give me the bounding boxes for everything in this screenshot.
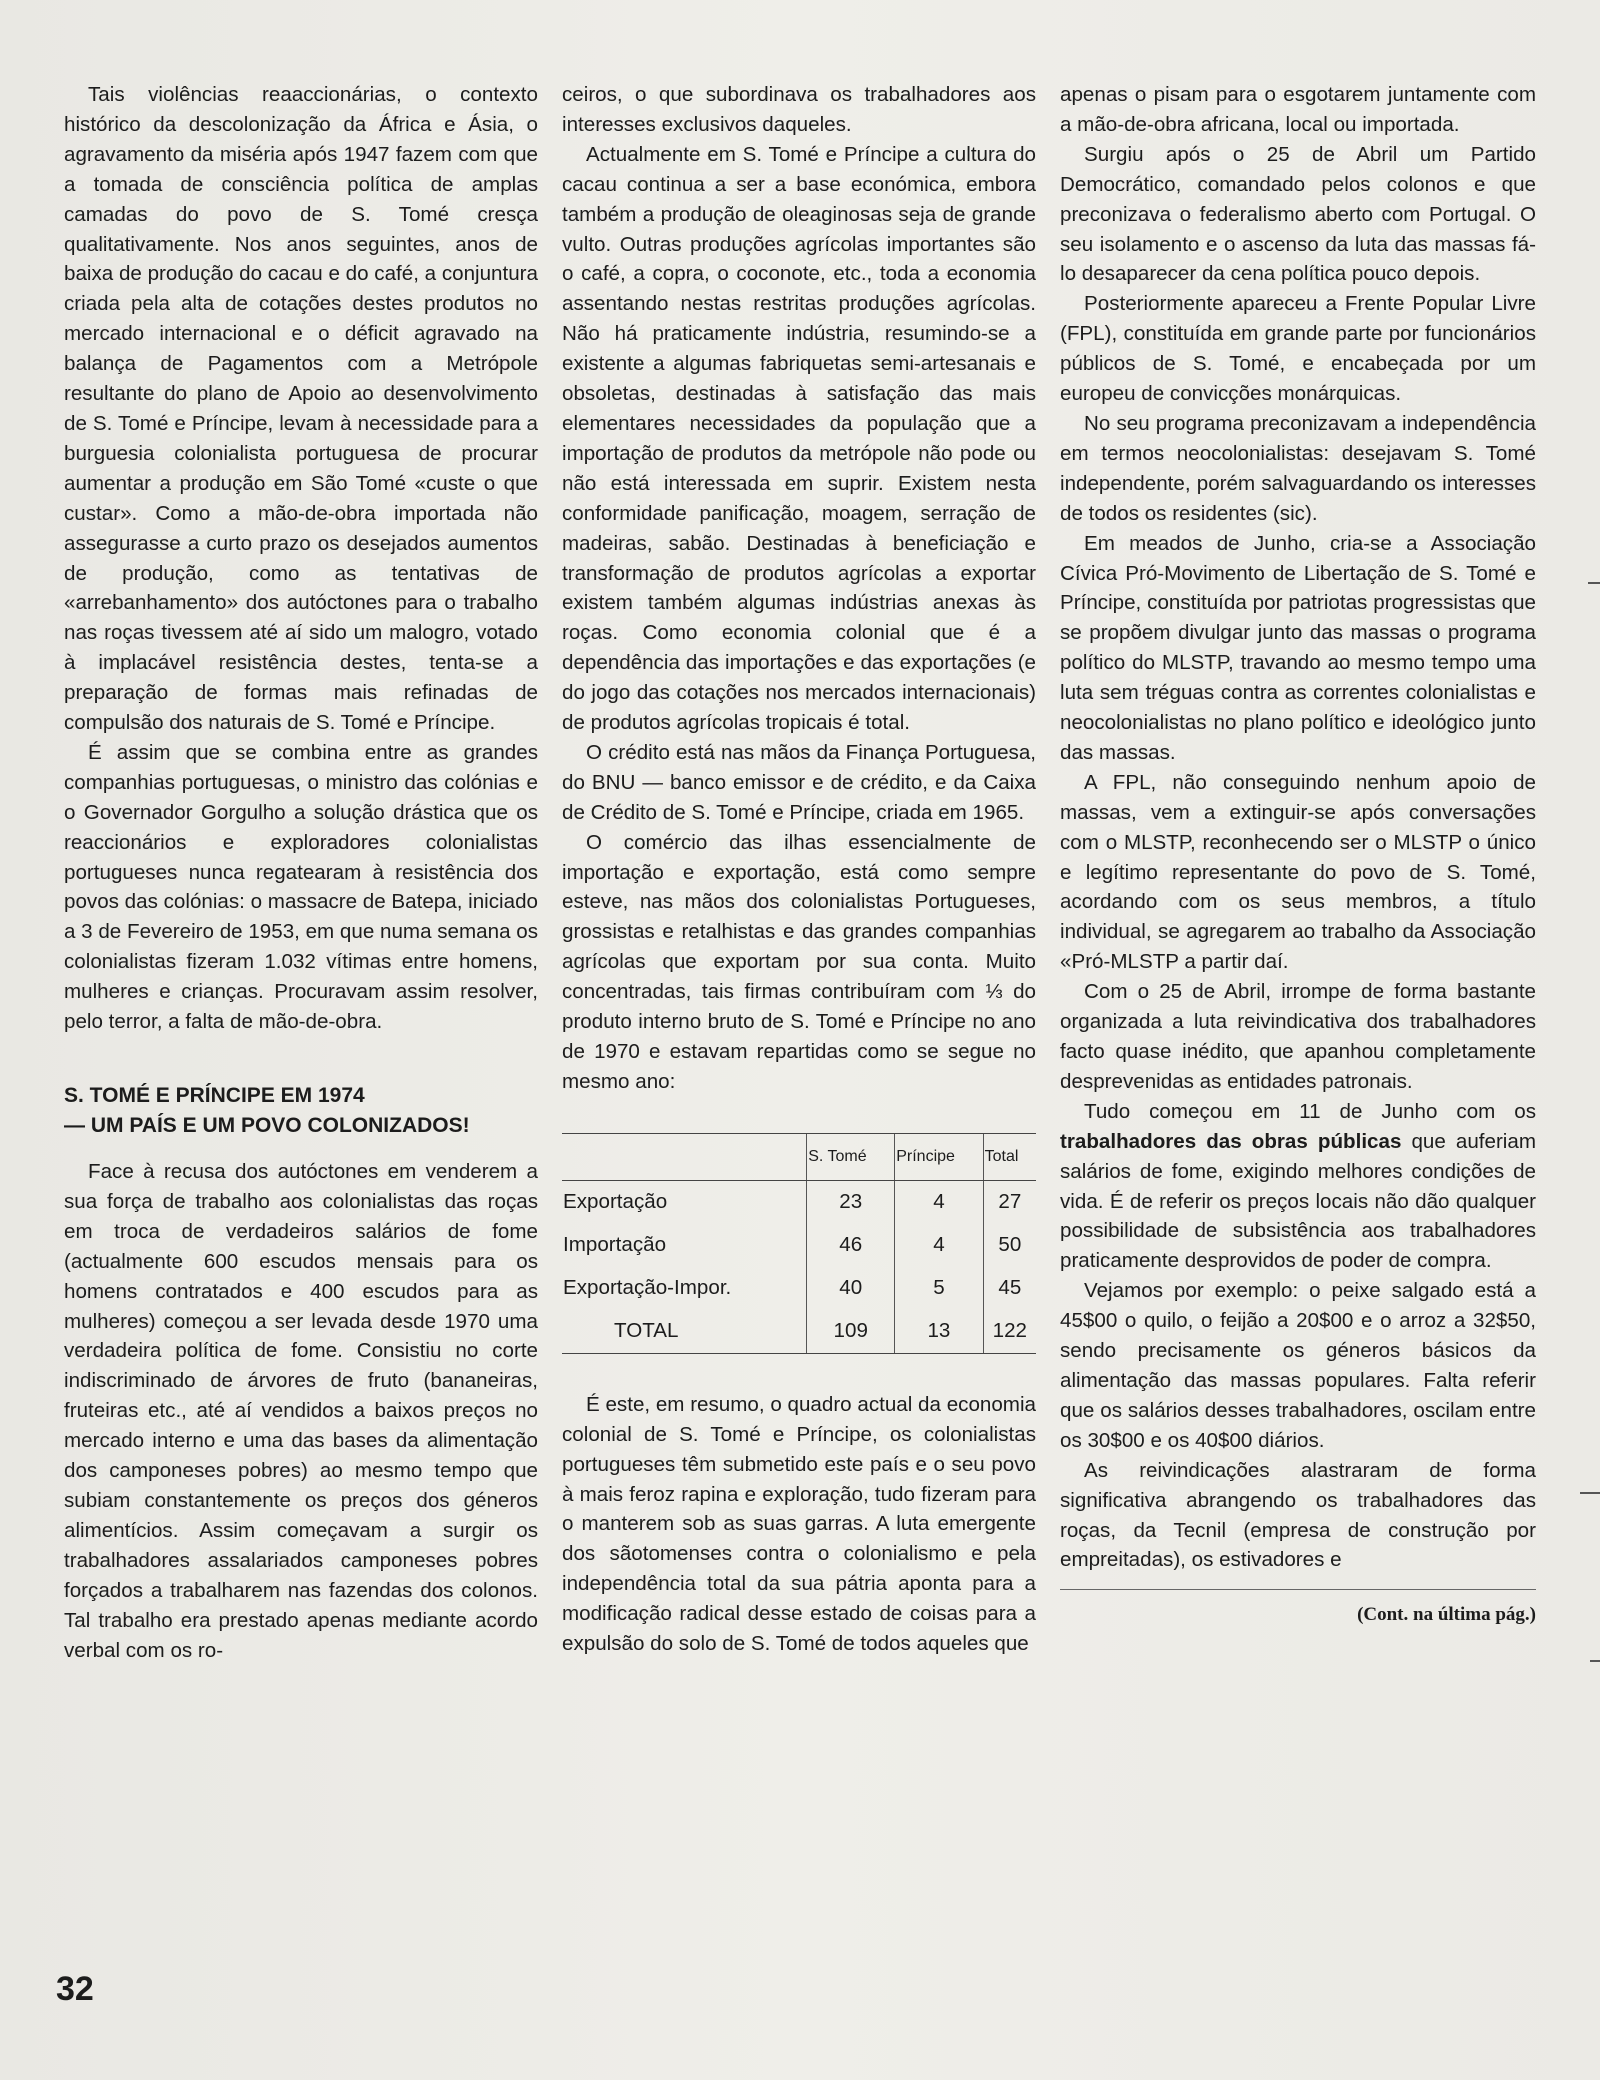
paragraph bbox=[1060, 1097, 1536, 1276]
paragraph: As reivindicações alastraram de forma significativa abrangendo os trabalhadores das roças, da Tecnil (empresa de construção por empreitadas), os estivadores e bbox=[1060, 1458, 1536, 1572]
page-number: 32 bbox=[56, 1970, 94, 2008]
paragraph: Posteriormente apareceu a Frente Popular Livre (FPL), constituída em grande parte por funcionários públicos de S. Tomé, e encabeçada por um europeu de convicções monárquicas. bbox=[1060, 292, 1536, 406]
trade-table bbox=[562, 1133, 1036, 1354]
table-cell: 4 bbox=[895, 1180, 983, 1224]
table-row bbox=[562, 1224, 1036, 1267]
table-row-label: Exportação-Impor. bbox=[563, 1276, 732, 1300]
section-heading-line-2: — UM PAÍS E UM POVO COLONIZADOS! bbox=[64, 1114, 470, 1137]
text-column-1 bbox=[64, 80, 538, 1665]
paragraph: ceiros, o que subordinava os trabalhadores aos interesses exclusivos daqueles. bbox=[562, 83, 1036, 136]
table-cell: 122 bbox=[983, 1310, 1036, 1354]
table-header-cell: Príncipe bbox=[895, 1133, 983, 1180]
paragraph: Face à recusa dos autóctones em venderem a sua força de trabalho aos colonialistas das roças em troca de verdadeiros salários de fome (actualmente 600 escudos mensais para os homens contratados e 400 escudos para as mulheres) começou a ser levada desde 1970 uma verdadeira política de fome. Consistiu no corte indiscriminado de árvores de fruto (bananeiras, fruteiras etc., até aí vendidos a baixos preços no mercado interno e uma das bases da alimentação dos camponeses pobres) ao mesmo tempo que subiam constantemente os preços dos géneros alimentícios. Assim começavam a surgir os trabalhadores assalariados camponeses pobres forçados a trabalharem nas fazendas dos colonos. Tal trabalho era prestado apenas mediante acordo verbal com os ro- bbox=[64, 1160, 538, 1662]
table-cell: 50 bbox=[983, 1224, 1036, 1267]
table-row-total bbox=[562, 1310, 1036, 1354]
table-cell: 45 bbox=[983, 1267, 1036, 1310]
paragraph: Com o 25 de Abril, irrompe de forma bastante organizada a luta reivindicativa dos trabalhadores facto quase inédito, que apanhou completamente desprevenidas as entidades patronais. bbox=[1060, 980, 1536, 1093]
table-header-cell: Total bbox=[983, 1133, 1036, 1180]
margin-mark bbox=[1580, 1492, 1600, 1494]
paragraph: Surgiu após o 25 de Abril um Partido Democrático, comandado pelos colonos e que preconizava o federalismo aberto com Portugal. O seu isolamento e o ascenso da luta das massas fá-lo desaparecer da cena política pouco depois. bbox=[1060, 142, 1536, 286]
section-heading-line-1: S. TOMÉ E PRÍNCIPE EM 1974 bbox=[64, 1084, 365, 1107]
table-header-row bbox=[562, 1133, 1036, 1180]
paragraph: Vejamos por exemplo: o peixe salgado está a 45$00 o quilo, o feijão a 20$00 e o arroz a 32$50, sendo precisamente os géneros básicos da alimentação das massas populares. Falta referir que os salários desses trabalhadores, oscilam entre os 30$00 e os 40$00 diários. bbox=[1060, 1279, 1536, 1452]
table-cell: 5 bbox=[895, 1267, 983, 1310]
paragraph-start: Tudo começou em 11 de Junho com os bbox=[1084, 1099, 1536, 1123]
table-cell: 40 bbox=[807, 1267, 895, 1310]
margin-mark bbox=[1590, 1660, 1600, 1662]
paragraph: É este, em resumo, o quadro actual da economia colonial de S. Tomé e Príncipe, os colonialistas portugueses têm submetido este país e o seu povo à mais feroz rapina e exploração, tudo fizeram para o manterem sob as suas garras. A luta emergente dos sãotomenses contra o colonialismo e pela independência total da sua pátria aponta para a modificação radical desse estado de coisas para a expulsão do solo de S. Tomé de todos aqueles que bbox=[562, 1392, 1036, 1656]
paragraph: No seu programa preconizavam a independência em termos neocolonialistas: desejavam S. Tomé independente, porém salvaguardando os interesses de todos os residentes (sic). bbox=[1060, 411, 1536, 525]
paragraph-end: que auferiam salários de fome, exigindo melhores condições de vida. É de referir os preços locais não dão qualquer possibilidade de subsistência aos trabalhadores praticamente desprovidos de poder de compra. bbox=[1060, 1129, 1536, 1273]
paragraph: Actualmente em S. Tomé e Príncipe a cultura do cacau continua a ser a base económica, embora também a produção de oleaginosas seja de grande vulto. Outras produções agrícolas importantes são o café, a copra, o coconote, etc., toda a economia assentando nestas restritas produções agrícolas. Não há praticamente indústria, resumindo-se a existente a algumas fabriquetas semi-artesanais e obsoletas, destinadas à satisfação das mais elementares necessidades da população que a importação de produtos da metrópole não pode ou não está interessada em suprir. Existem nesta conformidade panificação, moagem, serração de madeiras, sabão. Destinadas à beneficiação e transformação de produtos agrícolas a exportar existem também algumas indústrias anexas às roças. Como economia colonial que é a dependência das importações e das exportações (e do jogo das cotações nos mercados internacionais) de produtos agrícolas tropicais é total. bbox=[562, 142, 1036, 735]
section-heading bbox=[64, 1081, 538, 1141]
table-row bbox=[562, 1267, 1036, 1310]
table-cell: 109 bbox=[807, 1310, 895, 1354]
table-cell: 27 bbox=[983, 1180, 1036, 1224]
paragraph: O crédito está nas mãos da Finança Portuguesa, do BNU — banco emissor e de crédito, e da Caixa de Crédito de S. Tomé e Príncipe, criada em 1965. bbox=[562, 740, 1036, 824]
paragraph: O comércio das ilhas essencialmente de importação e exportação, está como sempre esteve, nas mãos dos colonialistas Portugueses, grossistas e retalhistas e das grandes companhias agrícolas que exportam por sua conta. Muito concentradas, tais firmas contribuíram com ⅓ do produto interno bruto de S. Tomé e Príncipe no ano de 1970 e estavam repartidas como se segue no mesmo ano: bbox=[562, 830, 1036, 1093]
text-column-3 bbox=[1060, 80, 1536, 1630]
table-row-label: Importação bbox=[563, 1233, 667, 1257]
table-row-label: Exportação bbox=[563, 1190, 668, 1214]
paragraph: Em meados de Junho, cria-se a Associação Cívica Pró-Movimento de Libertação de S. Tomé e Príncipe, constituída por patriotas progressistas que se propõem divulgar junto das massas o programa político do MLSTP, travando ao mesmo tempo uma luta sem tréguas contra as correntes colonialistas e neocolonialistas no plano político e ideológico junto das massas. bbox=[1060, 531, 1536, 764]
paragraph: Tais violências reaaccionárias, o contexto histórico da descolonização da África e Ásia, o agravamento da miséria após 1947 fazem com que a tomada de consciência política de amplas camadas do povo de S. Tomé cresça qualitativamente. Nos anos seguintes, anos de baixa de produção do cacau e do café, a conjuntura criada pela alta de cotações destes produtos no mercado internacional e o déficit agravado na balança de Pagamentos com a Metrópole resultante do plano de Apoio ao desenvolvimento de S. Tomé e Príncipe, levam à necessidade para a burguesia colonialista portuguesa de procurar aumentar a produção em São Tomé «custe o que custar». Como a mão-de-obra importada não assegurasse a curto prazo os desejados aumentos de produção, como as tentativas de «arrebanhamento» dos autóctones para o trabalho nas roças tivessem até aí sido um malogro, votado à implacável resistência destes, tenta-se a preparação de formas mais refinadas de compulsão dos naturais de S. Tomé e Príncipe. bbox=[64, 83, 538, 735]
paragraph: É assim que se combina entre as grandes companhias portuguesas, o ministro das colónias e o Governador Gorgulho a solução drástica que os reaccionários e exploradores colonialistas portugueses nunca regatearam à resistência dos povos das colónias: o massacre de Batepa, iniciado a 3 de Fevereiro de 1953, em que numa semana os colonialistas fizeram 1.032 vítimas entre homens, mulheres e crianças. Procuravam assim resolver, pelo terror, a falta de mão-de-obra. bbox=[64, 740, 538, 1034]
table-row bbox=[562, 1180, 1036, 1224]
continuation-note: (Cont. na última pág.) bbox=[1060, 1589, 1536, 1630]
paragraph: apenas o pisam para o esgotarem juntamente com a mão-de-obra africana, local ou importada. bbox=[1060, 83, 1536, 136]
table-header-cell: S. Tomé bbox=[807, 1133, 895, 1180]
margin-mark bbox=[1588, 582, 1600, 584]
text-column-2 bbox=[562, 80, 1036, 1659]
table-cell: 4 bbox=[895, 1224, 983, 1267]
bold-phrase: trabalhadores das obras públicas bbox=[1060, 1129, 1402, 1153]
table-cell: 13 bbox=[895, 1310, 983, 1354]
table-header-cell bbox=[562, 1133, 807, 1180]
paragraph: A FPL, não conseguindo nenhum apoio de massas, vem a extinguir-se após conversações com o MLSTP, reconhecendo ser o MLSTP o único e legítimo representante do povo de S. Tomé, acordando com os seus membros, a título individual, se agregarem ao trabalho da Associação «Pró-MLSTP a partir daí. bbox=[1060, 770, 1536, 974]
table-row-label: TOTAL bbox=[562, 1310, 807, 1354]
table-cell: 46 bbox=[807, 1224, 895, 1267]
table-cell: 23 bbox=[807, 1180, 895, 1224]
